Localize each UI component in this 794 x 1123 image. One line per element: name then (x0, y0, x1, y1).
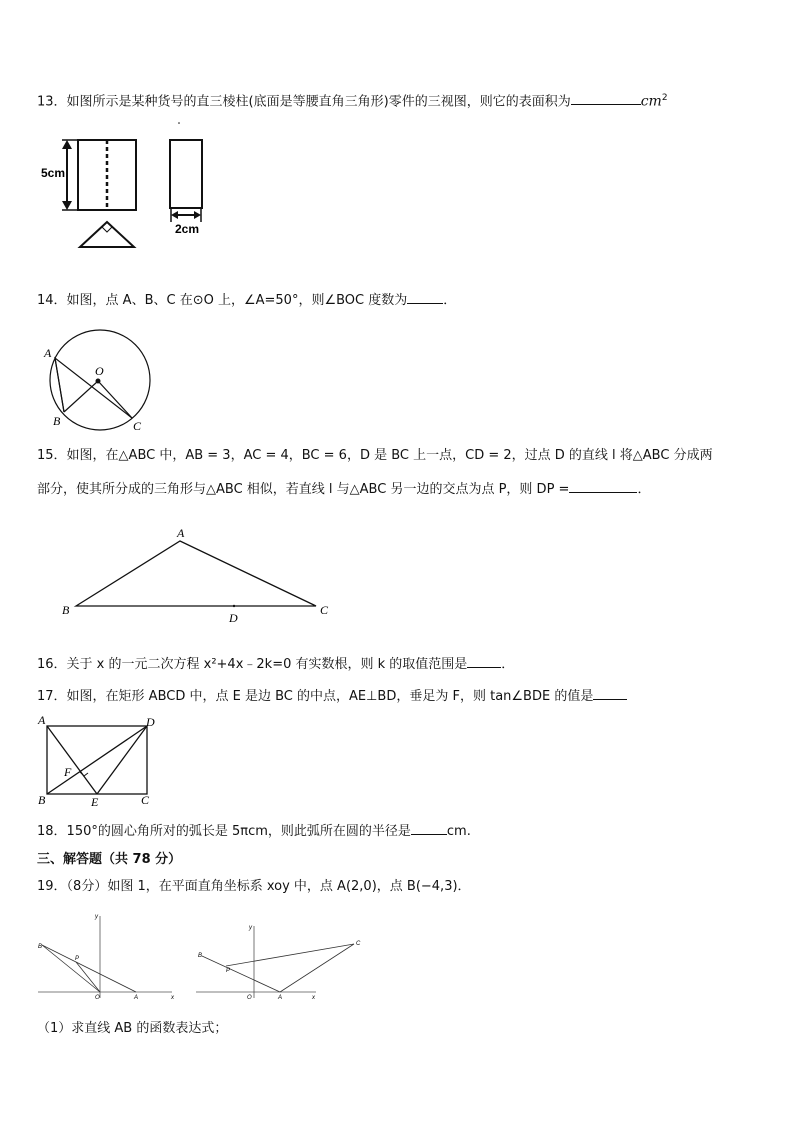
question-text: 如图，在矩形 ABCD 中，点 E 是边 BC 的中点，AE⊥BD，垂足为 F，则 tan∠BDE 的值是 (66, 689, 594, 704)
label-d: D (146, 715, 155, 729)
question-18: 18．150°的圆心角所对的弧长是 5πcm，则此弧所在圆的半径是 cm. (37, 820, 471, 842)
svg-text:A: A (278, 995, 283, 1001)
question-19-part-1: （1）求直线 AB 的函数表达式； (37, 1021, 228, 1036)
question-14: 14．如图，点 A、B、C 在⊙O 上，∠A=50°，则∠BOC 度数为 ． (37, 289, 456, 311)
coordinate-figure-1 (38, 914, 175, 1001)
label-a: A (44, 346, 52, 360)
question-text: 如图，点 A、B、C 在⊙O 上，∠A=50°，则∠BOC 度数为 (66, 293, 408, 308)
svg-text:P: P (75, 956, 80, 962)
svg-text:x: x (312, 995, 315, 1001)
question-number: 16． (37, 657, 67, 672)
svg-text:P: P (226, 968, 231, 974)
label-c: C (141, 793, 150, 807)
question-number: 13． (37, 94, 67, 110)
svg-text:A: A (134, 995, 139, 1001)
height-label: 5cm (41, 166, 66, 180)
section-title: 三、解答题（共 78 分） (37, 852, 182, 867)
question-number: 15． (37, 448, 67, 463)
width-label: 2cm (175, 222, 200, 236)
label-b: B (53, 414, 61, 428)
label-c: C (320, 603, 329, 617)
label-d: D (229, 611, 238, 625)
question-number: 18． (37, 824, 67, 839)
label-a: A (38, 713, 46, 727)
svg-text:B: B (198, 953, 203, 959)
label-f: F (64, 765, 72, 779)
question-text: 关于 x 的一元二次方程 x²+4x﹣2k=0 有实数根，则 k 的取值范围是 (66, 657, 468, 672)
svg-text:B: B (38, 944, 43, 950)
svg-text:O: O (95, 995, 100, 1001)
label-b: B (62, 603, 70, 617)
question-text: 部分，使其所分成的三角形与△ABC 相似，若直线 l 与△ABC 另一边的交点为点 P，则 DP = (37, 482, 570, 497)
label-e: E (91, 795, 99, 809)
label-b: B (38, 793, 46, 807)
question-15-line2: 部分，使其所分成的三角形与△ABC 相似，若直线 l 与△ABC 另一边的交点为点 P，则 DP = ． (37, 478, 650, 500)
question-16: 16．关于 x 的一元二次方程 x²+4x﹣2k=0 有实数根，则 k 的取值范围是 ． (37, 653, 514, 675)
label-c: C (133, 419, 142, 433)
question-number: 17． (37, 689, 67, 704)
label-o: O (95, 364, 104, 378)
question-text: （8分）如图 1，在平面直角坐标系 xoy 中，点 A(2,0)，点 B(−4,3)． (66, 879, 471, 894)
svg-text:y: y (95, 914, 98, 920)
svg-text:y: y (249, 925, 252, 931)
svg-text:C: C (356, 941, 361, 947)
coordinate-figure-2 (196, 925, 361, 1001)
svg-text:O: O (247, 995, 252, 1001)
label-a: A (177, 526, 185, 540)
question-text: 150°的圆心角所对的弧长是 5πcm，则此弧所在圆的半径是 (66, 824, 411, 839)
svg-text:x: x (171, 995, 174, 1001)
question-text: 如图所示是某种货号的直三棱柱(底面是等腰直角三角形)零件的三视图，则它的表面积为 (66, 94, 571, 110)
question-number: 14． (37, 293, 67, 308)
unit: cm (640, 93, 662, 110)
question-text: 如图，在△ABC 中，AB = 3，AC = 4，BC = 6，D 是 BC 上一点，CD = 2，过点 D 的直线 l 将△ABC 分成两 (66, 448, 713, 463)
unit-exponent: 2 (661, 93, 668, 103)
question-number: 19． (37, 879, 67, 894)
